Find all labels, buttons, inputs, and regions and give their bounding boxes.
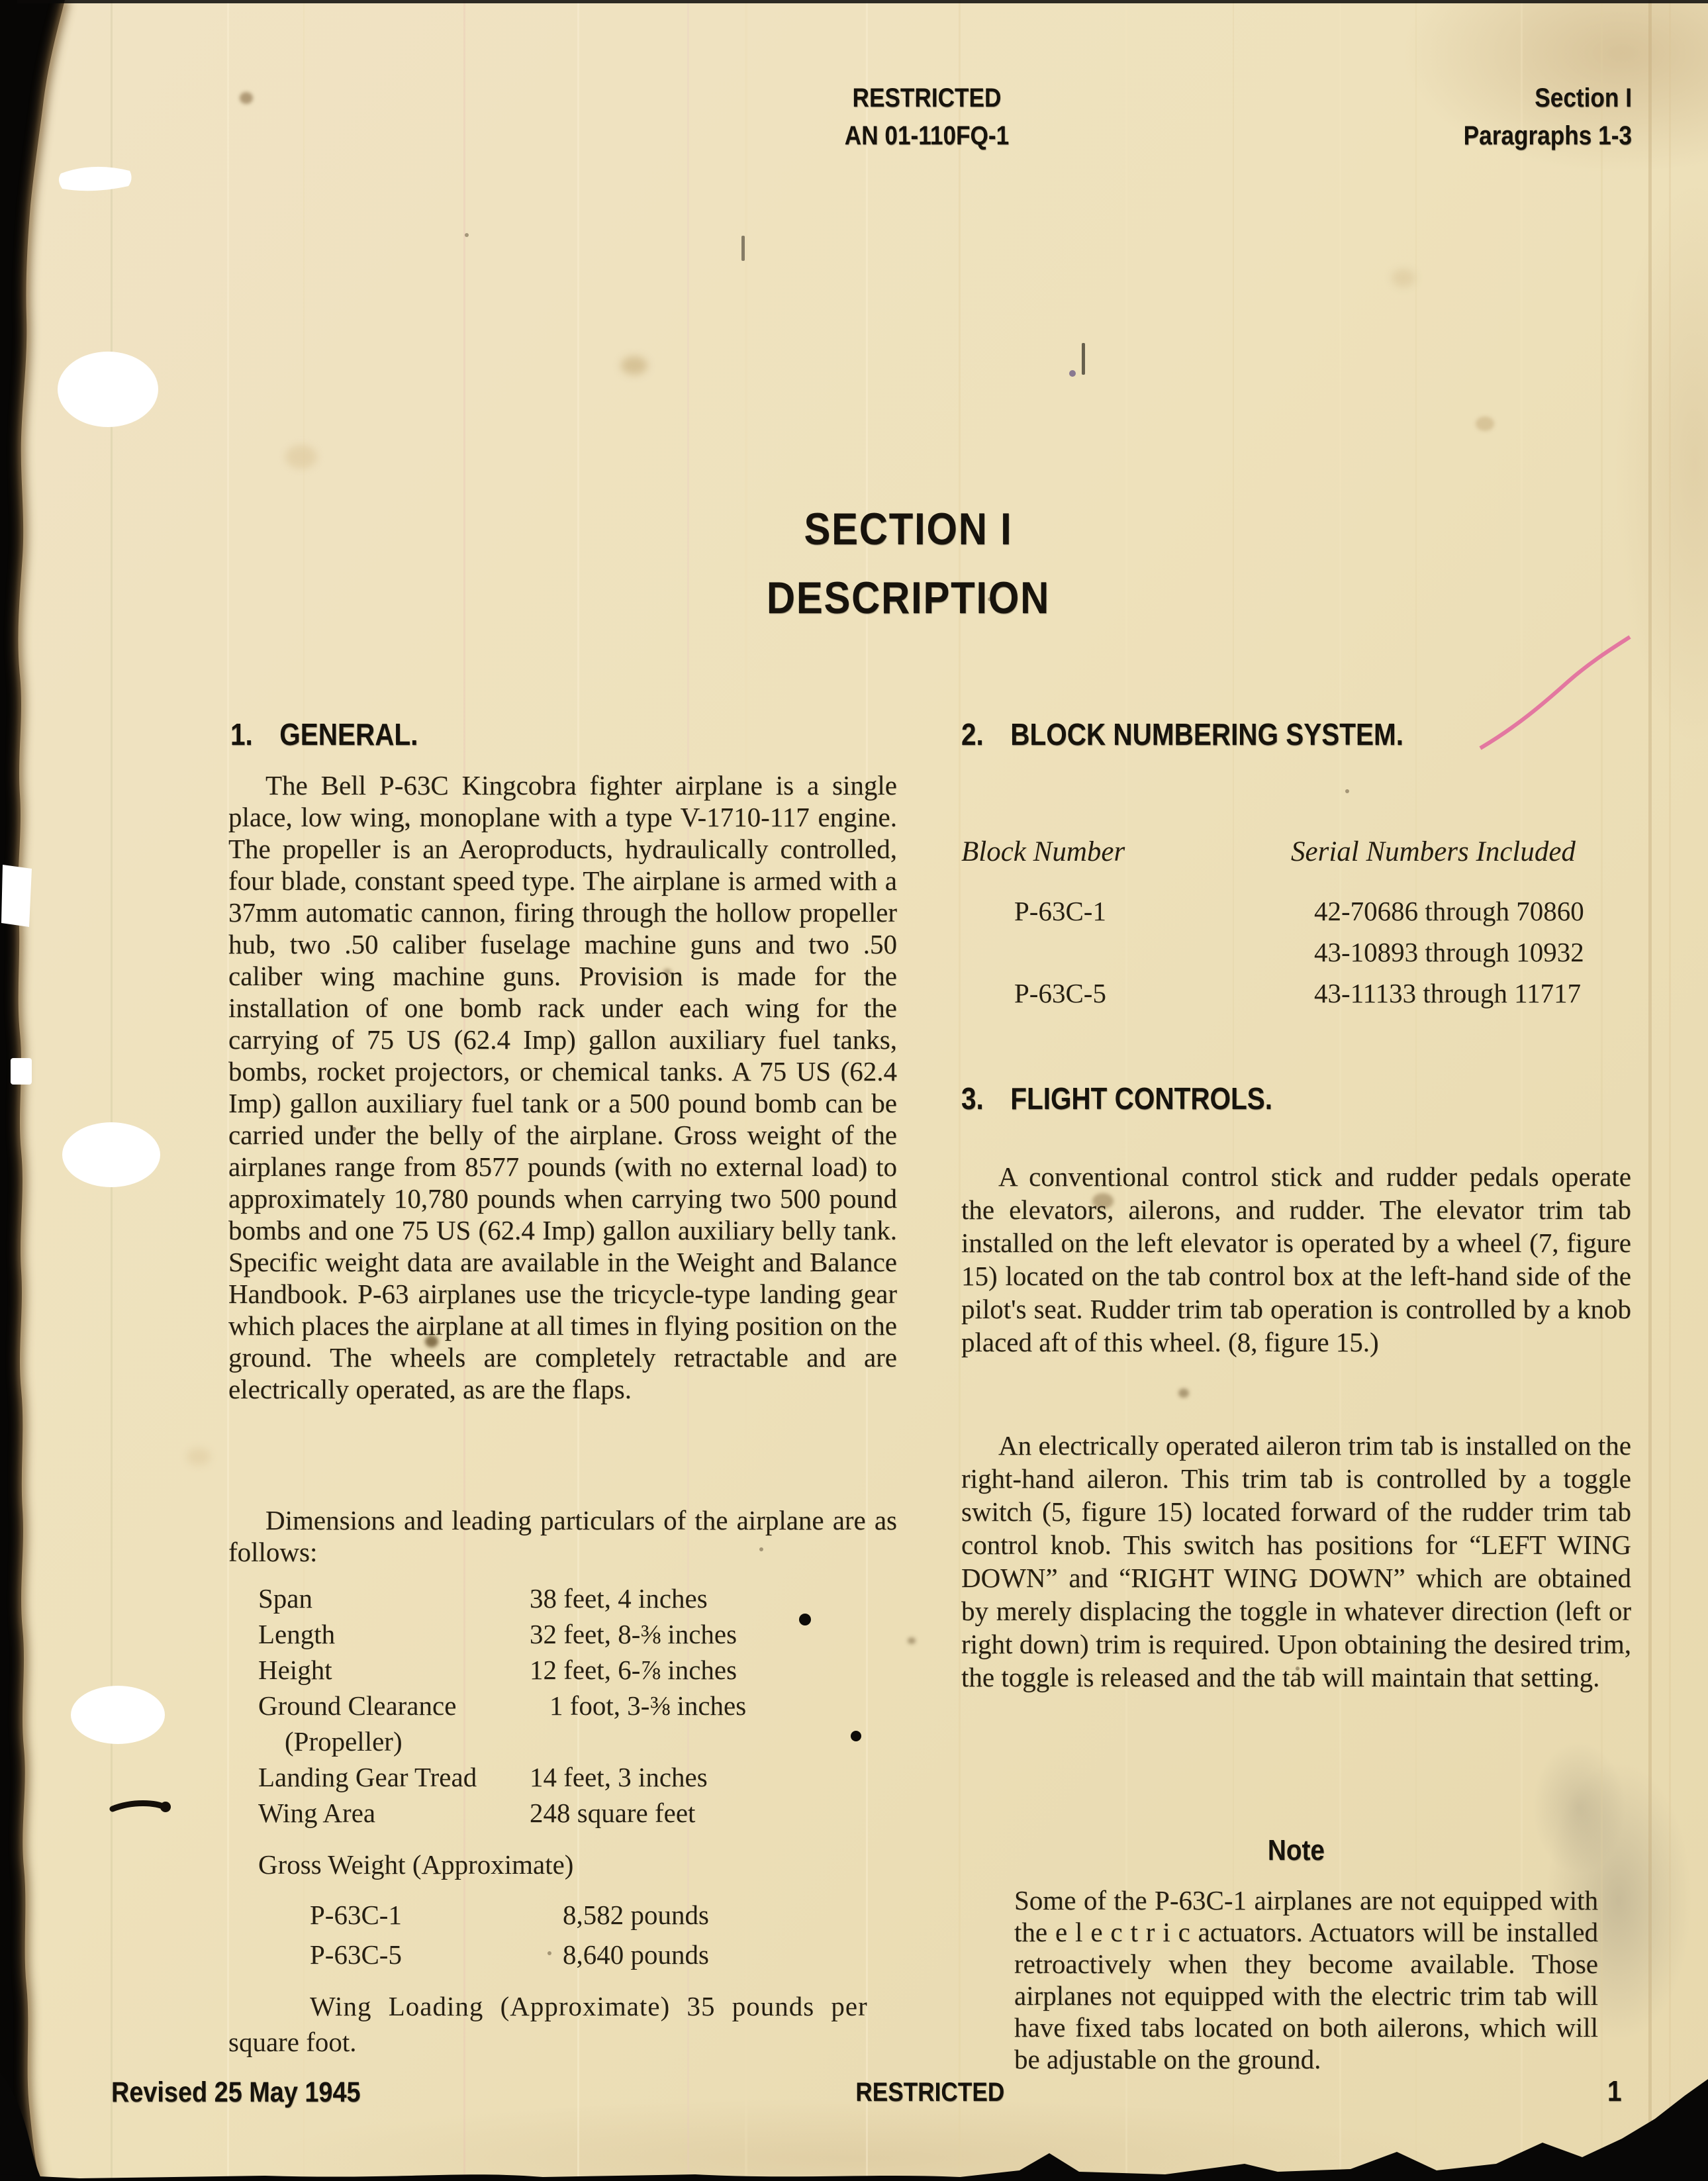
header-doc-number: AN 01-110FQ-1 xyxy=(844,121,1010,150)
flight-controls-paragraph-2: An electrically operated aileron trim tab is installed on the right-hand aileron. This trim tab is controlled by a toggle switch (5, figure 15) located forward of the rudder trim tab control knob. This switch has positions for “LEFT WING DOWN” and “RIGHT WING DOWN” which are obtained by merely displacing the toggle in whatever direction (left or right down) trim is required. Upon obtaining the desired trim, the toggle is released and the tab will maintain that setting. xyxy=(961,1430,1631,1692)
serial-range-3: 43-11133 through 11717 xyxy=(1314,978,1582,1008)
serial-range-1: 42-70686 through 70860 xyxy=(1314,896,1584,926)
table-row: P-63C-1 8,582 pounds xyxy=(310,1900,709,1930)
header-section-label: Section I xyxy=(1535,83,1632,113)
footer-page-number: 1 xyxy=(1607,2075,1622,2108)
section-title xyxy=(577,503,1239,624)
table-row: P-63C-5 8,640 pounds xyxy=(310,1939,709,1970)
footer-revised-date: Revised 25 May 1945 xyxy=(111,2076,361,2108)
note-block xyxy=(961,1834,1631,1867)
block-number-1: P-63C-1 xyxy=(1014,896,1106,926)
page-header-center xyxy=(662,79,1192,155)
page-header-right xyxy=(1324,79,1632,155)
block-number-2: P-63C-5 xyxy=(1014,978,1106,1008)
flight-controls-heading xyxy=(961,1081,1272,1116)
section-title-line1: SECTION I xyxy=(804,504,1013,554)
flight-controls-paragraph-1: A conventional control stick and rudder pedals operate the elevators, ailerons, and rudder. The elevator trim tab installed on the left elevator is operated by a wheel (7, figure 15) located on the tab control box at the left-hand side of the pilot's seat. Rudder trim tab operation is controlled by a knob placed aft of this wheel. (8, figure 15.) xyxy=(961,1161,1631,1357)
general-heading-number: 1. xyxy=(230,717,253,751)
block-numbering-label: BLOCK NUMBERING SYSTEM. xyxy=(1010,717,1403,751)
table-row: Span 38 feet, 4 inches xyxy=(258,1583,708,1614)
wing-loading-line1: Wing Loading (Approximate) 35 pounds per xyxy=(310,1991,868,2021)
section-title-line2: DESCRIPTION xyxy=(766,573,1051,623)
table-row: Wing Area 248 square feet xyxy=(258,1798,696,1828)
general-heading xyxy=(230,716,418,752)
block-numbering-heading xyxy=(961,716,1403,752)
column-header-block-number: Block Number xyxy=(961,836,1125,867)
table-row: (Propeller) xyxy=(285,1726,403,1757)
table-row: Ground Clearance 1 foot, 3-⅜ inches xyxy=(258,1690,747,1721)
footer-security-label: RESTRICTED xyxy=(855,2078,1005,2107)
serial-range-2: 43-10893 through 10932 xyxy=(1314,937,1584,967)
flight-controls-label: FLIGHT CONTROLS. xyxy=(1010,1081,1273,1116)
header-paragraphs-label: Paragraphs 1-3 xyxy=(1463,121,1632,150)
flight-controls-number: 3. xyxy=(961,1081,984,1116)
header-security-label: RESTRICTED xyxy=(852,83,1002,113)
wing-loading-line2: square foot. xyxy=(228,2027,357,2057)
table-row: Height 12 feet, 6-⅞ inches xyxy=(258,1655,737,1685)
general-heading-label: GENERAL. xyxy=(279,717,418,751)
block-numbering-number: 2. xyxy=(961,717,984,751)
column-header-serial-numbers: Serial Numbers Included xyxy=(1291,836,1576,867)
table-row: Landing Gear Tread 14 feet, 3 inches xyxy=(258,1762,708,1792)
table-row: Length 32 feet, 8-⅜ inches xyxy=(258,1619,737,1649)
gross-weight-heading: Gross Weight (Approximate) xyxy=(258,1849,574,1880)
note-paragraph: Some of the P-63C-1 airplanes are not equipped with the e l e c t r i c actuators. Actuators will be installed retroactively when they become available. Those airplanes not equipped with the electric trim tab will have fixed tabs located on both ailerons, which will be adjustable on the ground. xyxy=(1014,1885,1598,2074)
note-heading: Note xyxy=(1267,1834,1325,1866)
footer-security xyxy=(665,2078,1195,2108)
general-paragraph-1: The Bell P-63C Kingcobra fighter airplane is a single place, low wing, monoplane with a type V-1710-117 engine. The propeller is an Aeroproducts, hydraulically controlled, four blade, constant speed type. The airplane is armed with a 37mm automatic cannon, firing through the hollow propeller hub, two .50 caliber fuselage machine guns and two .50 caliber wing machine guns. Provision is made for the installation of one bomb rack under each wing for the carrying of 75 US (62.4 Imp) gallon auxiliary fuel tanks, bombs, rocket projectors, or chemical tanks. A 75 US (62.4 Imp) gallon auxiliary fuel tank or a 500 pound bomb can be carried under the belly of the airplane. Gross weight of the airplanes range from 8577 pounds (with no external load) to approximately 10,780 pounds when carrying two 500 pound bombs and one 75 US (62.4 Imp) gallon auxiliary belly tank. Specific weight data are available in the Weight and Balance Handbook. P-63 airplanes use the tricycle-type landing gear which places the airplane at all times in flying position on the ground. The wheels are completely retractable and are electrically operated, as are the flaps. xyxy=(228,770,897,1404)
general-paragraph-2: Dimensions and leading particulars of the airplane are as follows: xyxy=(228,1505,897,1567)
